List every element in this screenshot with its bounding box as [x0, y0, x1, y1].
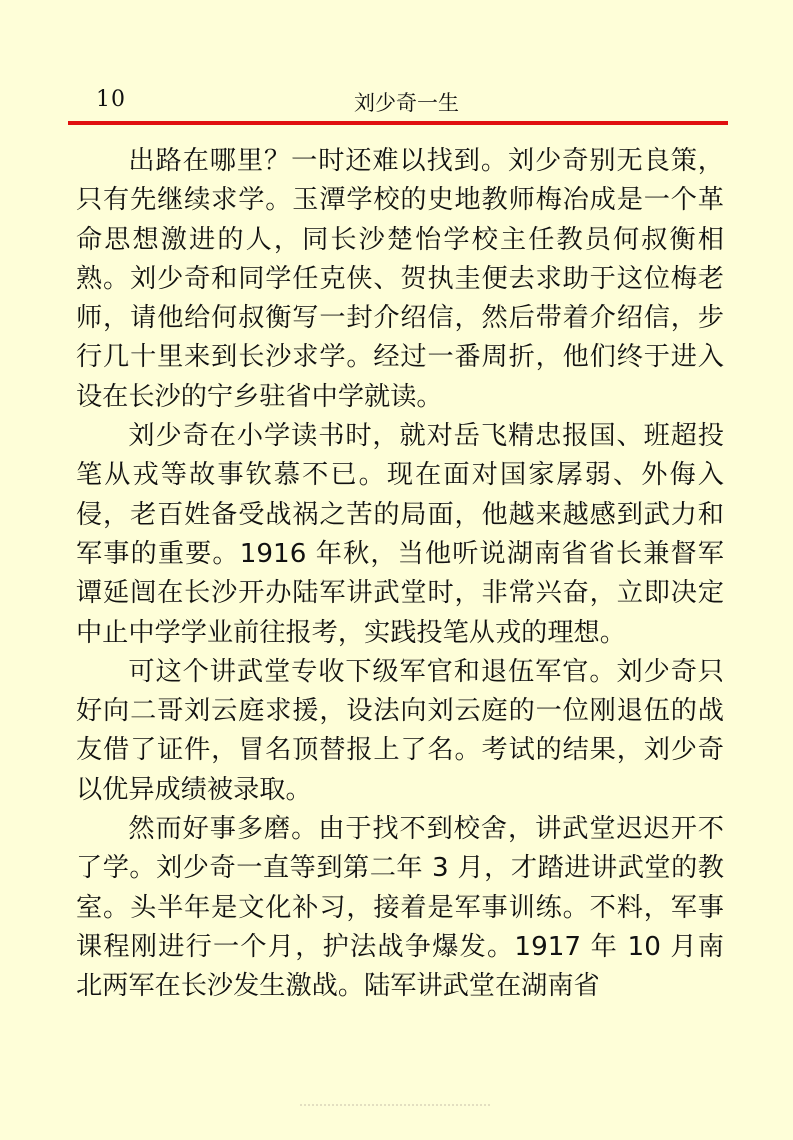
paragraph-3: 可这个讲武堂专收下级军官和退伍军官。刘少奇只好向二哥刘云庭求援，设法向刘云庭的一位刚退伍的战友借了证件，冒名顶替报上了名。考试的结果，刘少奇以优异成绩被录取。	[76, 656, 724, 805]
paragraph-4: 然而好事多磨。由于找不到校舍，讲武堂迟迟开不了学。刘少奇一直等到第二年 3 月，才踏进讲武堂的教室。头半年是文化补习，接着是军事训练。不料，军事课程刚进行一个月，护法战争爆发。1917 年 10 月南北两军在长沙发生激战。陆军讲武堂在湖南省	[76, 814, 724, 1002]
page-number: 10	[96, 87, 126, 112]
header-rule	[68, 121, 728, 125]
body-text	[76, 142, 724, 1007]
paragraph-1: 出路在哪里？一时还难以找到。刘少奇别无良策，只有先继续求学。玉潭学校的史地教师梅冶成是一个革命思想激进的人，同长沙楚怡学校主任教员何叔衡相熟。刘少奇和同学任克侠、贺执圭便去求助于这位梅老师，请他给何叔衡写一封介绍信，然后带着介绍信，步行几十里来到长沙求学。经过一番周折，他们终于进入设在长沙的宁乡驻省中学就读。	[76, 146, 724, 412]
paragraph-2: 刘少奇在小学读书时，就对岳飞精忠报国、班超投笔从戎等故事钦慕不已。现在面对国家孱弱、外侮入侵，老百姓备受战祸之苦的局面，他越来越感到武力和军事的重要。1916 年秋，当他听说湖南省省长兼督军谭延闿在长沙开办陆军讲武堂时，非常兴奋，立即决定中止中学学业前往报考，实践投笔从戎的理想。	[76, 421, 724, 648]
running-title: 刘少奇一生	[354, 91, 459, 115]
footer-bleed-mark	[300, 1104, 490, 1114]
